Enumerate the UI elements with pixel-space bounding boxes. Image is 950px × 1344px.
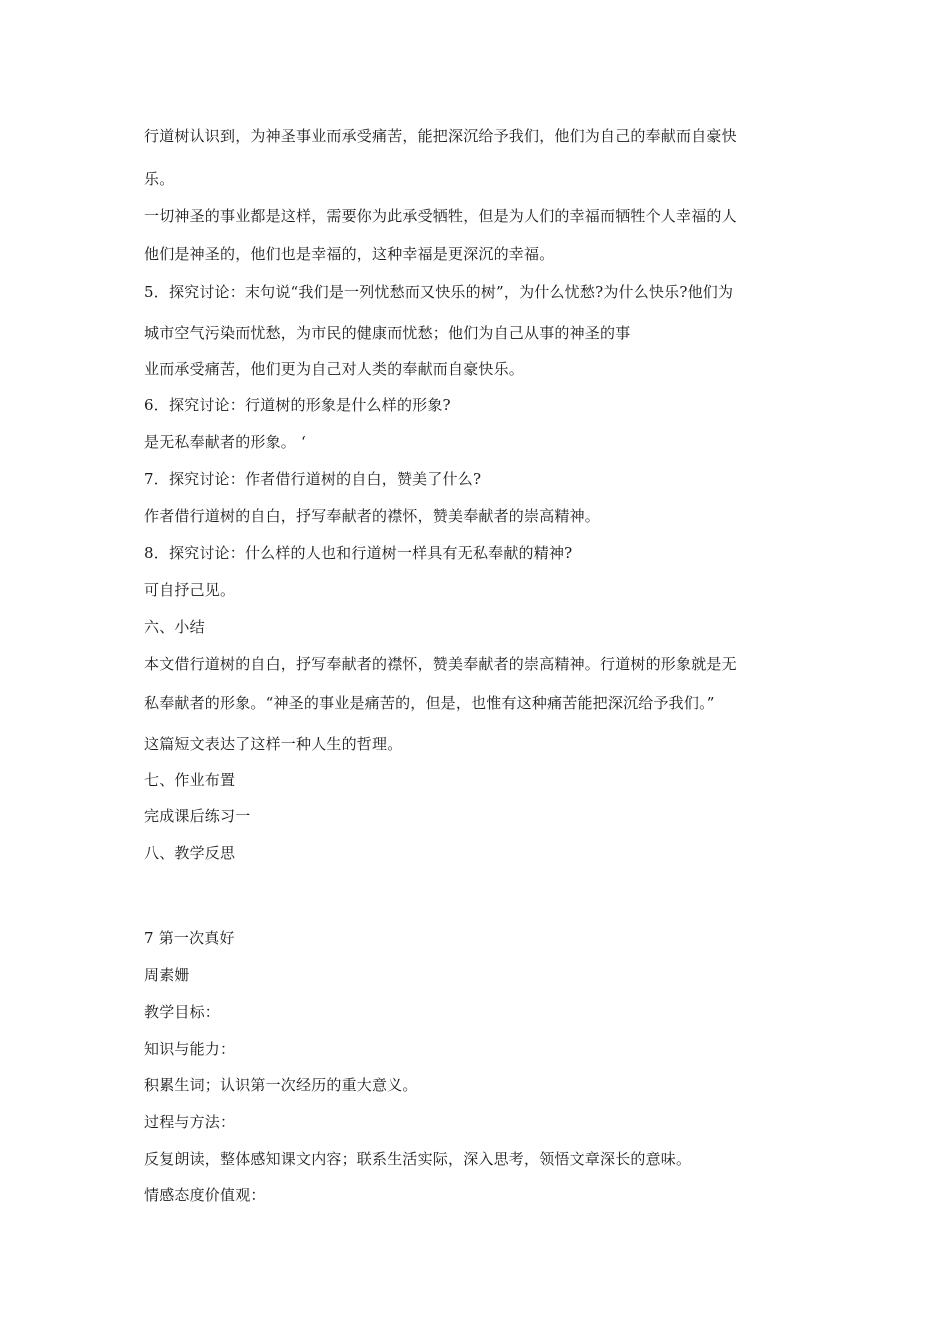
section-heading: 六、小结 [144, 618, 205, 636]
question-line: 6．探究讨论：行道树的形象是什么样的形象? [144, 396, 451, 414]
paragraph-line: 他们是神圣的，他们也是幸福的，这种幸福是更深沉的幸福。 [144, 245, 555, 263]
question-line: 5．探究讨论：末句说“我们是一列忧愁而又快乐的树”，为什么忧愁?为什么快乐?他们为 [144, 283, 734, 301]
paragraph-line: 完成课后练习一 [144, 807, 251, 825]
answer-line: 可自抒己见。 [144, 581, 236, 599]
subsection-heading: 知识与能力： [144, 1040, 236, 1058]
paragraph-line: 积累生词；认识第一次经历的重大意义。 [144, 1076, 418, 1094]
lesson-title: 7 第一次真好 [144, 929, 235, 947]
paragraph-line: 反复朗读，整体感知课文内容；联系生活实际，深入思考，领悟文章深长的意味。 [144, 1150, 692, 1168]
paragraph-line: 本文借行道树的自白，抒写奉献者的襟怀，赞美奉献者的崇高精神。行道树的形象就是无 [144, 655, 737, 673]
paragraph-line: 行道树认识到，为神圣事业而承受痛苦，能把深沉给予我们，他们为自己的奉献而自豪快 [144, 127, 737, 145]
paragraph-line: 乐。 [144, 170, 175, 188]
paragraph-line: 私奉献者的形象。“神圣的事业是痛苦的，但是，也惟有这种痛苦能把深沉给予我们。” [144, 694, 715, 712]
question-line: 8．探究讨论：什么样的人也和行道树一样具有无私奉献的精神? [144, 544, 573, 562]
paragraph-line: 一切神圣的事业都是这样，需要你为此承受牺牲，但是为人们的幸福而牺牲个人幸福的人 [144, 207, 737, 225]
subsection-heading: 过程与方法： [144, 1113, 236, 1131]
answer-line: 业而承受痛苦，他们更为自己对人类的奉献而自豪快乐。 [144, 360, 525, 378]
question-line: 7．探究讨论：作者借行道树的自白，赞美了什么? [144, 470, 482, 488]
section-heading: 教学目标： [144, 1003, 221, 1021]
paragraph-line: 这篇短文表达了这样一种人生的哲理。 [144, 735, 403, 753]
section-heading: 七、作业布置 [144, 771, 236, 789]
section-heading: 八、教学反思 [144, 844, 236, 862]
answer-line: 城市空气污染而忧愁，为市民的健康而忧愁；他们为自己从事的神圣的事 [144, 324, 631, 342]
subsection-heading: 情感态度价值观： [144, 1186, 266, 1204]
answer-line: 作者借行道树的自白，抒写奉献者的襟怀，赞美奉献者的崇高精神。 [144, 507, 601, 525]
answer-line: 是无私奉献者的形象。 ‘ [144, 433, 306, 451]
author-name: 周素姗 [144, 966, 190, 984]
